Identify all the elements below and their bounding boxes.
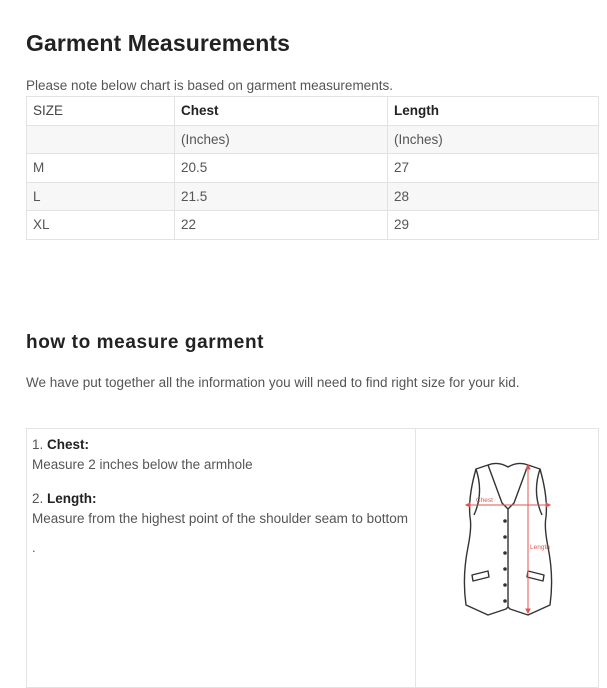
table-row (27, 154, 599, 183)
diagram-cell (416, 429, 598, 687)
vest-measurement-diagram (458, 457, 558, 622)
header-size: SIZE (27, 97, 175, 126)
chest-cell: 22 (175, 211, 388, 240)
chest-marker-label: Chest (476, 497, 493, 504)
table-row (27, 182, 599, 211)
step-number: 1. (32, 437, 44, 452)
units-chest: (Inches) (175, 125, 388, 154)
page-title: Garment Measurements (26, 30, 291, 56)
size-cell: XL (27, 211, 175, 240)
size-chart-table (26, 96, 599, 240)
step-number: 2. (32, 491, 44, 506)
length-cell: 28 (388, 182, 599, 211)
size-cell: M (27, 154, 175, 183)
step-text: Measure from the highest point of the shoulder seam to bottom (32, 511, 408, 526)
step-length (32, 489, 415, 529)
header-length: Length (388, 97, 599, 126)
chest-cell: 20.5 (175, 154, 388, 183)
step-chest (32, 435, 415, 475)
chest-cell: 21.5 (175, 182, 388, 211)
table-header-row (27, 97, 599, 126)
size-cell: L (27, 182, 175, 211)
how-to-intro: We have put together all the information you will need to find right size for your kid. (26, 375, 520, 390)
length-cell: 29 (388, 211, 599, 240)
how-to-measure-title: how to measure garment (26, 332, 265, 353)
chart-note: Please note below chart is based on garment measurements. (26, 78, 393, 93)
measure-steps (27, 429, 416, 687)
header-chest: Chest (175, 97, 388, 126)
length-marker-label: Length (530, 544, 550, 551)
step-label: Chest: (47, 437, 90, 452)
step-text: Measure 2 inches below the armhole (32, 457, 253, 472)
length-cell: 27 (388, 154, 599, 183)
step-label: Length: (47, 491, 97, 506)
table-units-row (27, 125, 599, 154)
table-row (27, 211, 599, 240)
measure-instructions-box (26, 428, 599, 688)
trailing-dot: . (32, 540, 36, 555)
units-size (27, 125, 175, 154)
units-length: (Inches) (388, 125, 599, 154)
